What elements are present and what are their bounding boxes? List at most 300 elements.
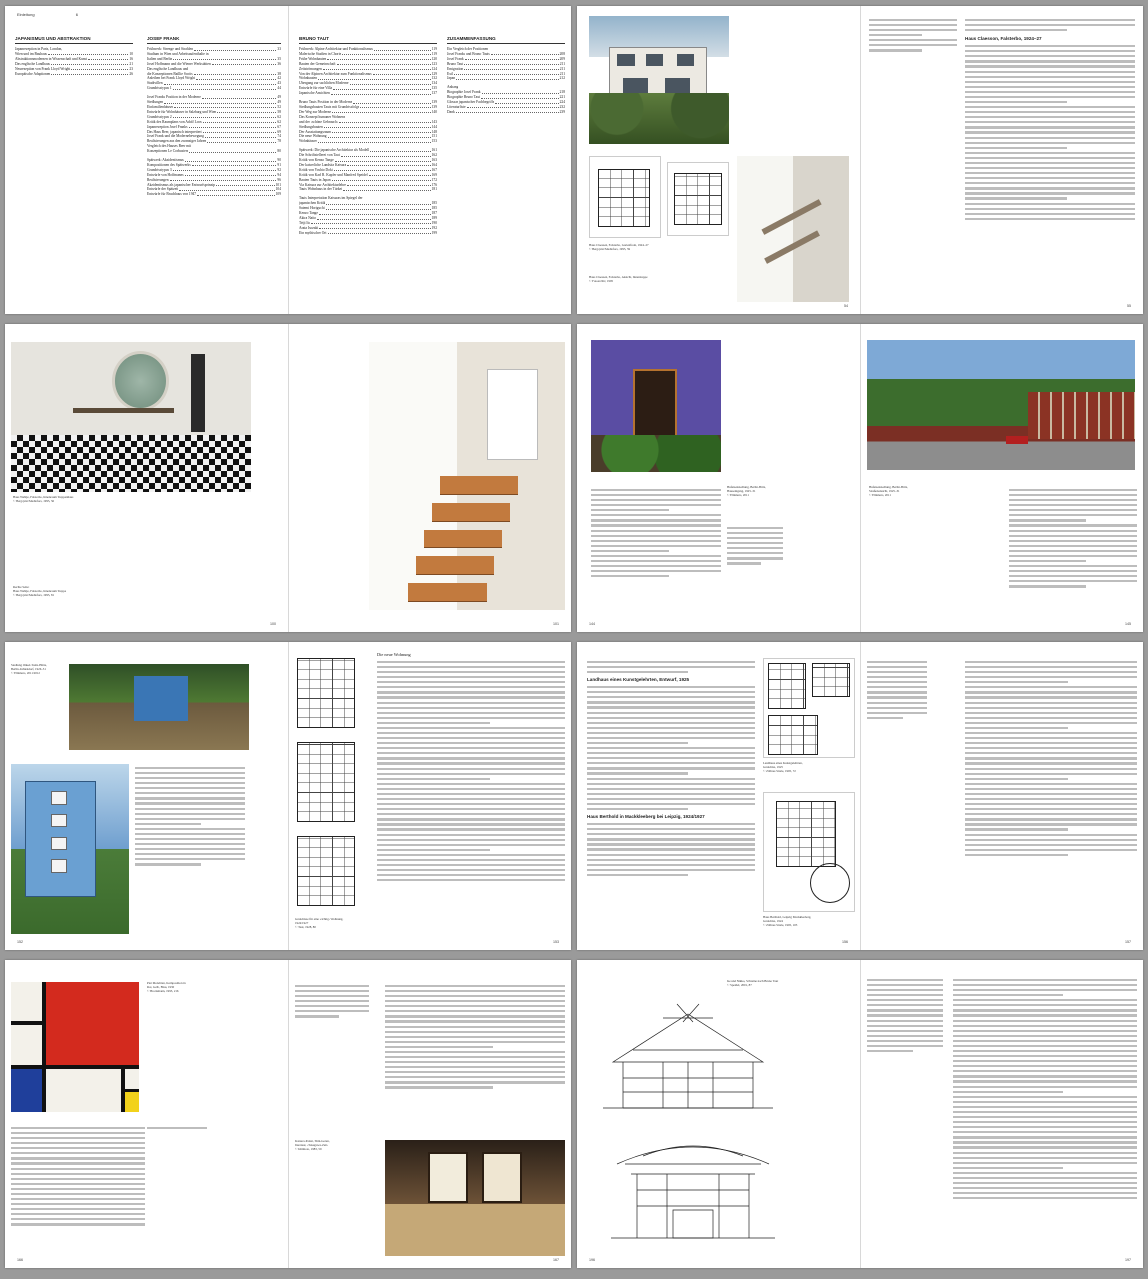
toc-leader-dots (481, 95, 559, 99)
toc-entry-title: Teiji Ito (299, 220, 311, 225)
toc-entry-page: 192 (431, 225, 437, 230)
spread-haus-wehtje (5, 324, 571, 632)
toc-entry-title: Abstraktionsmodernen in Wissenschaft und Kunst (15, 56, 88, 61)
toc-entry-title: Kritik des Raumplans von Adolf Loos (147, 119, 202, 124)
toc-entry-page: 169 (431, 172, 437, 177)
toc-entry-page: 139 (431, 104, 437, 109)
page-number: 197 (1125, 1258, 1131, 1262)
photo-caption: Hufeisensiedlung, Berlin-Britz, Hauseingang, 1925–31 © Elmmers, 2011 (727, 485, 766, 497)
toc-column-josef-frank (147, 36, 281, 197)
toc-entry-page: 78 (277, 139, 281, 144)
toc-leader-dots (464, 67, 559, 71)
toc-entry-title: und der ›schöne Gebrauch‹ (299, 119, 339, 124)
toc-leader-dots (482, 90, 559, 94)
toc-entry-title: Stadtvillen (147, 81, 163, 86)
photo-caption: Haus Claessen, Falsterbo, Gartenfront, 1924–27 © Bergqvist/Medlefors, 1995, 59 (589, 243, 649, 251)
toc-entry-title: Emigration (447, 66, 464, 71)
toc-leader-dots (464, 62, 559, 66)
toc-entry-title: die Konzeptionen Baillie Scotts (147, 71, 193, 76)
toc-leader-dots (71, 67, 128, 71)
toc-entry-page: 208 (559, 51, 565, 56)
spread-hufeisensiedlung (577, 324, 1143, 632)
toc-leader-dots (360, 105, 430, 109)
toc-entry-title: Entwürfe für Wohnhäuser in Salzburg und Wien (147, 109, 217, 114)
page-101 (288, 324, 571, 632)
toc-column-zusammenfassung (447, 36, 565, 115)
toc-entry-page: 62 (277, 119, 281, 124)
toc-leader-dots (173, 115, 277, 119)
toc-entry-page: 119 (431, 51, 437, 56)
toc-entry-title: Das Konzept humaner Wohnens (299, 114, 346, 119)
running-page-number: 6 (75, 12, 78, 17)
toc-entry-title: Wohnhäuser (299, 139, 317, 144)
page-number: 145 (1125, 622, 1131, 626)
toc-entry-title: Zeitströmungen (299, 66, 322, 71)
toc-entry-page: 221 (559, 95, 565, 100)
toc-leader-dots (216, 183, 275, 187)
toc-column-japanismus (15, 36, 133, 76)
page-number: 144 (589, 622, 595, 626)
section-heading: Landhaus eines Kunstgelehrten, Entwurf, 1925 (587, 677, 690, 683)
toc-leader-dots (370, 148, 430, 152)
toc-leader-dots (323, 67, 431, 71)
toc-entry[interactable] (299, 139, 437, 144)
toc-leader-dots (203, 120, 277, 124)
toc-leader-dots (170, 178, 277, 182)
toc-entry-title: Anhang (447, 85, 459, 90)
toc-entry[interactable] (147, 149, 281, 154)
toc-leader-dots (332, 130, 431, 134)
photo-caption: Haus Claessen, Falsterbo, Ansicht, Innentreppe © Fotoarchiv, 1995 (589, 275, 648, 283)
page-number: 55 (1127, 304, 1131, 308)
toc-entry-title: Kompositionen des Spätwerks (147, 162, 191, 167)
toc-entry-title: Exil (447, 71, 453, 76)
body-text (1009, 486, 1137, 590)
toc-entry-title: Der kaiserliche Landsitz Katsura (299, 162, 347, 167)
toc-entry-title: Josef Frank (447, 56, 464, 61)
page-145 (860, 324, 1143, 632)
toc-leader-dots (51, 62, 128, 66)
toc-leader-dots (319, 211, 431, 215)
toc-entry-page: 94 (277, 172, 281, 177)
toc-entry-page: 62 (277, 114, 281, 119)
toc-leader-dots (369, 173, 431, 177)
toc-leader-dots (202, 95, 277, 99)
footnotes (135, 764, 245, 868)
plan-caption: Landhaus eines Kunstgelehrten, Grundriss, 1925 © Zöllner-Strele, 1995, 72 (763, 761, 803, 773)
toc-entry-page: 52 (277, 104, 281, 109)
toc-leader-dots (341, 153, 431, 157)
toc-leader-dots (328, 134, 431, 138)
toc-entry-title: Tauts Wohnhaus in der Türkei (299, 187, 343, 192)
toc-entry-title: Malerische Studien in Chorin (299, 51, 342, 56)
toc-leader-dots (205, 134, 277, 138)
toc-entry-page: 109 (275, 192, 281, 197)
toc-entry-title: Josef Hoffmann und die Wiener Werkstätten (147, 61, 211, 66)
toc-entry-title: Von der Alpinen Architektur zum Funktionalismus (299, 71, 372, 76)
toc-entry-page: 101 (275, 182, 281, 187)
toc-entry-title: Der Weg zur Moderne (299, 109, 332, 114)
toc-entry-title: japanischen Kritik (299, 201, 326, 206)
toc-column-bruno-taut (299, 36, 437, 236)
toc-entry-title: Realisierungen aus den zwanziger Jahren (147, 139, 207, 144)
toc-leader-dots (88, 57, 128, 61)
footnotes (147, 1124, 207, 1132)
toc-entry-page: 33 (277, 47, 281, 51)
toc-entry-title: Die neue Wohnung (299, 134, 327, 139)
page-number: 100 (270, 622, 276, 626)
page-100 (5, 324, 288, 632)
toc-entry-page: 69 (277, 129, 281, 134)
toc-entry-page: 176 (431, 182, 437, 187)
toc-entry-page: 134 (431, 81, 437, 86)
toc-entry-title: Akira Naito (299, 216, 317, 220)
photo-interior-round-window (11, 342, 251, 492)
running-title: Einleitung (17, 12, 35, 17)
toc-entry-page: 74 (277, 134, 281, 139)
footnotes (869, 16, 957, 54)
toc-entry-page: 42 (277, 76, 281, 81)
toc-entry-title: Wien und im Bauhaus (15, 51, 47, 56)
toc-entry-title: Spätwerk: Die japanische Architektur als Modell (299, 148, 370, 153)
toc-entry-title: Josef Frank und die Modernebewegung (147, 134, 204, 139)
toc-leader-dots (335, 158, 431, 162)
photo-caption: Piet Mondrian, Komposition in Rot, Gelb, Blau, 1930 © Brockmann, 1993, 216 (147, 981, 186, 993)
toc-leader-dots (373, 72, 431, 76)
toc-leader-dots (326, 206, 431, 210)
toc-entry-title: Grundrisstypus 1 (147, 86, 172, 91)
toc-entry[interactable] (15, 72, 133, 77)
page-55 (860, 6, 1143, 314)
toc-leader-dots (217, 110, 276, 114)
body-text (965, 658, 1137, 859)
drawing-nikko-gate (607, 1130, 779, 1248)
toc-entry-page: 44 (277, 86, 281, 91)
page-number: 156 (842, 940, 848, 944)
toc-leader-dots (164, 100, 276, 104)
toc-entry-title: Das Haus Beer, japanisch interpretiert (147, 129, 202, 134)
toc-entry-page: 172 (431, 177, 437, 182)
photo-house-garden-front (589, 16, 729, 144)
toc-leader-dots (192, 163, 277, 167)
body-text (385, 982, 565, 1092)
toc-leader-dots (328, 231, 431, 235)
toc-leader-dots (374, 47, 431, 51)
drawing-caption: Ise und Nikko, Schreine nach Bruno Taut © Speidel, 2001, 87 (727, 979, 779, 987)
toc-entry-page: 135 (431, 86, 437, 91)
toc-leader-dots (173, 57, 276, 61)
photo-interior-stair (737, 156, 849, 302)
toc-entry-page: 190 (431, 220, 437, 225)
toc-entry-title: Neurezeption von Frank Lloyd Wright (15, 66, 71, 71)
toc-leader-dots (495, 100, 558, 104)
toc-leader-dots (179, 187, 274, 191)
toc-entry-title: Entwürfe der Spätzeit (147, 187, 179, 192)
toc-entry-title: Studium in Wien und Arbeitsaufenthalte in (147, 51, 209, 56)
toc-entry[interactable] (447, 76, 565, 81)
toc-leader-dots (174, 105, 276, 109)
body-text (11, 1124, 145, 1228)
toc-entry-title: Entwürfe für Bruchhaus von 1947 (147, 192, 197, 197)
toc-leader-dots (48, 52, 129, 56)
toc-entry-page: 181 (431, 187, 437, 192)
toc-entry-title: Literaturliste (447, 104, 466, 109)
toc-entry[interactable] (147, 192, 281, 197)
toc-leader-dots (350, 81, 431, 85)
toc-leader-dots (343, 187, 430, 191)
toc-leader-dots (333, 86, 430, 90)
spread-ise-nikko (577, 960, 1143, 1268)
toc-leader-dots (196, 76, 276, 80)
page-number: 167 (553, 1258, 559, 1262)
image-mondrian-composition (11, 982, 139, 1112)
body-text (591, 486, 721, 580)
toc-entry-title: Frühwerk: Alpine Architektur und Funktionalismus (299, 47, 373, 51)
toc-entry-page: 153 (431, 139, 437, 144)
toc-entry-page: 16 (129, 56, 133, 61)
toc-entry-title: Italien und Berlin (147, 56, 173, 61)
toc-entry-title: Japanrezeption Josef Franks (147, 124, 188, 129)
toc-entry-page: 10 (129, 51, 133, 56)
plan-drawings-column (295, 652, 359, 914)
toc-entry-title: Tauts Interpretation Katsuras im Spiegel der (299, 196, 363, 201)
toc-entry-page: 119 (431, 47, 437, 51)
toc-entry-title: Arata Isozaki (299, 225, 319, 230)
toc-entry-title: Frühe Wohnbauten (299, 56, 327, 61)
toc-entry-page: 43 (277, 81, 281, 86)
toc-leader-dots (164, 81, 277, 85)
toc-leader-dots (456, 110, 559, 114)
toc-entry-page: 212 (559, 76, 565, 81)
page-contents-left (5, 6, 288, 314)
toc-leader-dots (491, 52, 559, 56)
toc-leader-dots (185, 173, 277, 177)
toc-leader-dots (318, 139, 431, 143)
footnotes (867, 658, 927, 722)
spread-mondrian-katsura (5, 960, 571, 1268)
page-number: 196 (589, 1258, 595, 1262)
toc-leader-dots (332, 110, 431, 114)
toc-leader-dots (194, 72, 277, 76)
photo-caption: Katsura-Palast, Shin-Goten, Interieur, ›Tokugawa-Zeit‹ © Ishimoto, 1983, 59 (295, 1139, 330, 1151)
toc-entry-page: 161 (431, 148, 437, 153)
footnotes (295, 982, 369, 1020)
toc-entry-page: 129 (431, 71, 437, 76)
body-text (953, 976, 1137, 1202)
toc-entry-title: Kenzo Tange (299, 211, 318, 216)
plan-caption: Grundrisse für eine ›richtig‹ Wohnung, 1924/1927 © Taut, 1928, 80 (295, 917, 344, 929)
toc-leader-dots (319, 226, 430, 230)
toc-entry-title: Josef Franks Position in der Moderne (147, 95, 201, 100)
toc-entry-title: Kritik von Kenzo Tange (299, 158, 334, 163)
toc-entry-title: Das englische Landhaus und (147, 66, 189, 71)
section-heading: Haus Berthold in Mackkleeberg bei Leipzig, 1924/1927 (587, 814, 705, 820)
photo-caption: Siedlung Onkel-Toms-Hütte, Berlin-Zehlendorf, 1926–31 © Elmmers, 2011/2012 (11, 663, 47, 675)
toc-entry-page: 167 (431, 167, 437, 172)
photo-caption: Rechte Seite: Haus Wehtje, Falsterbo, Innenraum Treppe © Bergqvist/Medlefors, 1995, 81 (13, 585, 67, 597)
toc-leader-dots (203, 130, 277, 134)
toc-entry[interactable] (447, 110, 565, 115)
toc-section-heading: ZUSAMMENFASSUNG (447, 36, 565, 44)
toc-entry-page: 137 (431, 91, 437, 96)
toc-entry-page: 67 (277, 124, 281, 129)
toc-leader-dots (173, 86, 277, 90)
toc-entry-page: 211 (559, 66, 565, 71)
toc-leader-dots (339, 120, 431, 124)
toc-leader-dots (51, 72, 128, 76)
toc-entry-page: 23 (129, 66, 133, 71)
toc-entry-title: Josef Franks und Bruno Tauts (447, 51, 490, 56)
toc-leader-dots (185, 158, 277, 162)
toc-entry-title: Europäische Adaptionen (15, 71, 51, 76)
page-196 (577, 960, 860, 1268)
photo-interior-staircase (369, 342, 565, 610)
page-number: 54 (844, 304, 848, 308)
toc-entry-page: 36 (277, 61, 281, 66)
toc-leader-dots (456, 76, 558, 80)
toc-leader-dots (317, 216, 431, 220)
toc-leader-dots (342, 52, 430, 56)
toc-entry-title: Siedlungsbauten Tauts mit Grundrissfolge (299, 104, 360, 109)
toc-entry-page: 35 (277, 56, 281, 61)
page-contents-right (288, 6, 571, 314)
toc-entry-title: Via Katsura zur Architekturlehre (299, 182, 346, 187)
page-153 (288, 642, 571, 950)
page-166 (5, 960, 288, 1268)
toc-entry-title: Japan (447, 76, 456, 81)
spread-contents (5, 6, 571, 314)
toc-entry-page: 224 (559, 100, 565, 105)
toc-leader-dots (331, 91, 431, 95)
toc-leader-dots (353, 100, 430, 104)
toc-entry-title: Sutemi Horiguchi (299, 206, 325, 211)
drawing-ise-shrine (593, 1000, 783, 1118)
toc-entry-title: Anleihen bei Frank Lloyd Wright (147, 76, 196, 81)
plan-caption: Haus Berthold, Leipzig Mackkleeberg, Grundriss, 1924 © Zöllner-Strele, 1995, 103 (763, 915, 812, 927)
toc-entry-page: 209 (559, 56, 565, 61)
toc-entry-page: 132 (431, 76, 437, 81)
page-152 (5, 642, 288, 950)
photo-street-view (867, 340, 1135, 470)
toc-entry-page: 144 (431, 124, 437, 129)
toc-entry-page: 185 (431, 206, 437, 211)
toc-entry-title: Bauten der Gemeinschaft (299, 61, 336, 66)
page-144 (577, 324, 860, 632)
toc-entry-page: 123 (431, 61, 437, 66)
photo-caption: Haus Wehtje, Falsterbo, Innenraum Treppenhaus © Bergqvist/Medlefors, 1995, 56 (13, 495, 74, 503)
toc-leader-dots (324, 125, 431, 129)
toc-entry-title: Entwürfe für eine Villa (299, 86, 333, 91)
page-number: 166 (17, 1258, 23, 1262)
toc-entry-page: 90 (277, 158, 281, 163)
toc-entry-page: 163 (431, 158, 437, 163)
plan-haus-berthold (763, 792, 855, 912)
toc-entry-page: 143 (431, 119, 437, 124)
toc-entry-title: Frühwerk: Strenge und Strahlen (147, 47, 194, 51)
toc-entry-page: 164 (431, 162, 437, 167)
toc-entry-page: 38 (277, 71, 281, 76)
toc-leader-dots (454, 72, 559, 76)
body-text (965, 16, 1135, 223)
toc-leader-dots (337, 62, 431, 66)
toc-entry-page: 120 (431, 56, 437, 61)
toc-entry-title: Bauten Tauts in Japan (299, 177, 331, 182)
toc-entry-page: 211 (559, 71, 565, 76)
toc-entry[interactable] (299, 91, 437, 96)
toc-entry-page: 92 (277, 167, 281, 172)
toc-entry-title: Wohnbauten (299, 76, 318, 81)
plan-upper-floor (667, 162, 729, 236)
footnotes (727, 524, 783, 568)
toc-entry-page: 187 (431, 211, 437, 216)
toc-entry-title: Bruno Tauts Position in der Moderne (299, 100, 353, 105)
page-167 (288, 960, 571, 1268)
toc-entry-page: 189 (431, 216, 437, 220)
spread-die-neue-wohnung (5, 642, 571, 950)
toc-entry-page: 21 (129, 61, 133, 66)
toc-section-heading: JOSEF FRANK (147, 36, 281, 44)
toc-entry-title: Akzidentismus als japanischer Entwurfsprinzip (147, 182, 215, 187)
toc-entry[interactable] (299, 187, 437, 192)
toc-leader-dots (326, 201, 430, 205)
toc-leader-dots (347, 183, 431, 187)
toc-leader-dots (332, 178, 431, 182)
toc-entry-page: 26 (129, 71, 133, 76)
toc-entry-title: Japanrezeption in Paris, London, (15, 47, 63, 51)
toc-entry-title: Dank (447, 109, 455, 114)
toc-entry-title: Übergang zur sachlichen Moderne (299, 81, 349, 86)
toc-section-heading: BRUNO TAUT (299, 36, 437, 44)
running-header (17, 12, 78, 17)
toc-entry-title: Biographie Josef Frank (447, 90, 481, 95)
toc-entry-page: 185 (431, 201, 437, 206)
photo-caption: Hufeisensiedlung, Berlin-Britz, Straßenansicht, 1925–31 © Elmmers, 2011 (869, 485, 908, 497)
toc-entry[interactable] (147, 86, 281, 91)
toc-leader-dots (311, 221, 430, 225)
body-text (587, 658, 755, 879)
toc-entry-page: 80 (277, 149, 281, 154)
toc-entry-title: Vergleich des Hauses Beer mit (147, 144, 192, 149)
toc-leader-dots (465, 57, 559, 61)
spread-landhaus-berthold (577, 642, 1143, 950)
toc-entry-page: 218 (559, 90, 565, 95)
toc-leader-dots (327, 57, 430, 61)
toc-entry-title: Ein mythischer Ort (299, 230, 327, 235)
toc-entry-title: Die Schriftstellerei von Taut (299, 153, 340, 158)
toc-entry-title: Ein Vergleich der Positionen (447, 47, 489, 51)
toc-entry-page: 140 (431, 109, 437, 114)
toc-leader-dots (189, 125, 277, 129)
toc-entry-page: 239 (559, 109, 565, 114)
section-heading: Die neue Wohnung (377, 652, 411, 657)
toc-leader-dots (334, 168, 431, 172)
plan-ground-floor (589, 156, 661, 238)
page-157 (860, 642, 1143, 950)
toc-leader-dots (197, 192, 275, 196)
toc-entry-page: 148 (431, 129, 437, 134)
page-number: 152 (17, 940, 23, 944)
toc-leader-dots (189, 149, 276, 153)
toc-entry-title: Grundrisstypus 3 (147, 167, 172, 172)
page-156 (577, 642, 860, 950)
toc-entry-page: 49 (277, 95, 281, 100)
toc-entry-title: Einfamilienhäuser (147, 104, 174, 109)
toc-entry[interactable] (299, 231, 437, 236)
toc-entry-title: Japanische Ansichten (299, 91, 330, 96)
toc-leader-dots (347, 163, 430, 167)
toc-leader-dots (207, 139, 276, 143)
toc-entry-page: 96 (277, 177, 281, 182)
